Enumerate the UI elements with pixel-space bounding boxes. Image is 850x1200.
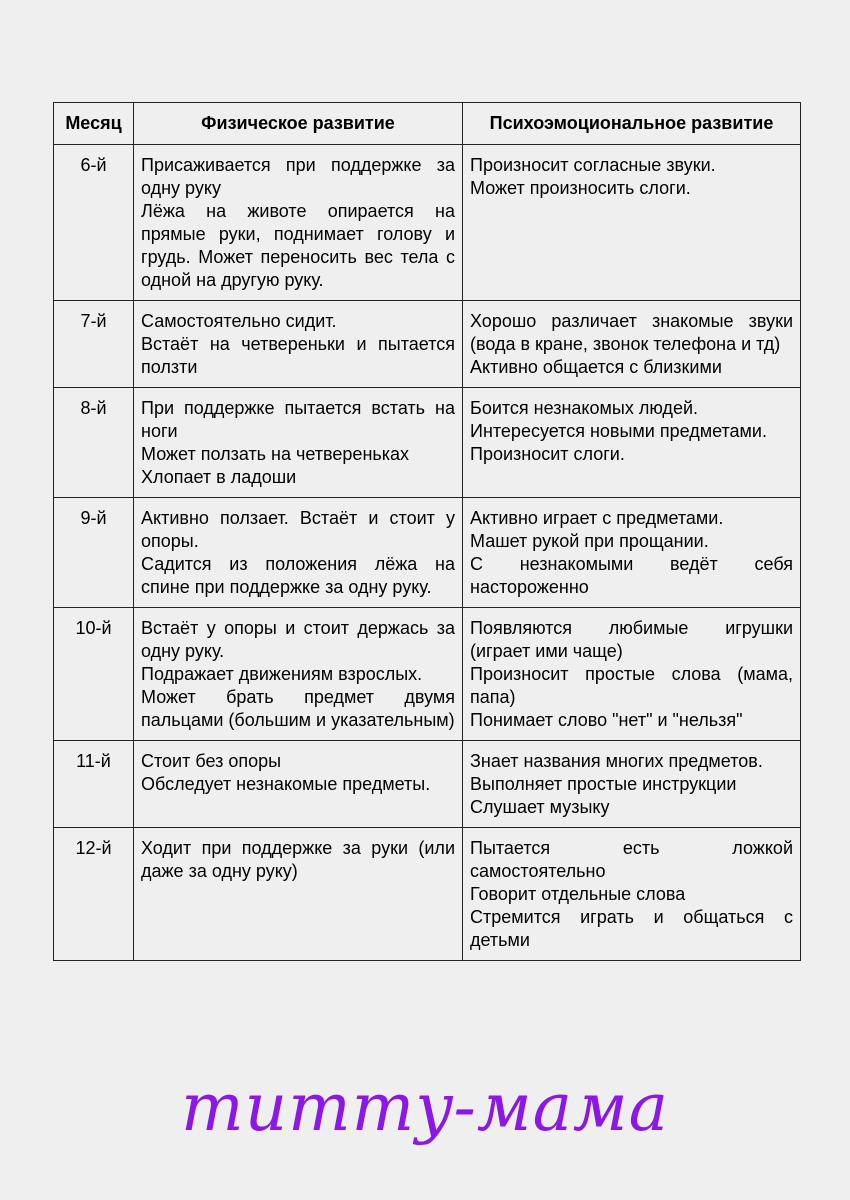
development-table — [53, 102, 801, 961]
month-cell: 9-й — [54, 498, 134, 608]
brand-logo-text: mummy-мама — [181, 1069, 669, 1146]
psycho-item: Машет рукой при прощании. — [470, 531, 709, 551]
psycho-cell — [463, 828, 801, 961]
psycho-item: Появляются любимые игрушки (играет ими чаще) — [470, 618, 793, 661]
physical-cell — [134, 608, 463, 741]
physical-item: Подражает движениям взрослых. — [141, 664, 423, 684]
physical-item: Присаживается при поддержке за одну руку — [141, 155, 455, 198]
physical-item: Обследует незнакомые предметы. — [141, 774, 431, 794]
psycho-item: Произносит согласные звуки. — [470, 155, 716, 175]
psycho-item: Может произносить слоги. — [470, 178, 691, 198]
physical-cell — [134, 498, 463, 608]
physical-item: Стоит без опоры — [141, 751, 282, 771]
header-physical: Физическое развитие — [134, 103, 463, 145]
month-cell: 6-й — [54, 145, 134, 301]
physical-cell — [134, 145, 463, 301]
table-row — [54, 145, 801, 301]
physical-item: Ходит при поддержке за руки (или даже за одну руку) — [141, 838, 455, 881]
physical-item: При поддержке пытается встать на ноги — [141, 398, 455, 441]
table-row — [54, 828, 801, 961]
psycho-item: С незнакомыми ведёт себя настороженно — [470, 554, 793, 597]
physical-item: Может ползать на четвереньках — [141, 444, 410, 464]
psycho-cell — [463, 388, 801, 498]
psycho-item: Слушает музыку — [470, 797, 610, 817]
physical-item: Садится из положения лёжа на спине при поддержке за одну руку. — [141, 554, 455, 597]
psycho-item: Хорошо различает знакомые звуки (вода в кране, звонок телефона и тд) — [470, 311, 793, 354]
psycho-item: Говорит отдельные слова — [470, 884, 686, 904]
psycho-item: Произносит слоги. — [470, 444, 625, 464]
physical-item: Встаёт у опоры и стоит держась за одну руку. — [141, 618, 455, 661]
table-row — [54, 388, 801, 498]
psycho-item: Боится незнакомых людей. — [470, 398, 699, 418]
physical-cell — [134, 301, 463, 388]
physical-cell — [134, 828, 463, 961]
physical-cell — [134, 388, 463, 498]
physical-item: Активно ползает. Встаёт и стоит у опоры. — [141, 508, 455, 551]
psycho-item: Произносит простые слова (мама, папа) — [470, 664, 793, 707]
physical-item: Хлопает в ладоши — [141, 467, 297, 487]
month-cell: 11-й — [54, 741, 134, 828]
month-cell: 12-й — [54, 828, 134, 961]
psycho-item: Понимает слово "нет" и "нельзя" — [470, 710, 743, 730]
month-cell: 7-й — [54, 301, 134, 388]
psycho-cell — [463, 145, 801, 301]
table-row — [54, 608, 801, 741]
psycho-item: Стремится играть и общаться с детьми — [470, 907, 793, 950]
table-header-row — [54, 103, 801, 145]
psycho-item: Знает названия многих предметов. — [470, 751, 763, 771]
header-psycho: Психоэмоциональное развитие — [463, 103, 801, 145]
month-cell: 8-й — [54, 388, 134, 498]
table-row — [54, 301, 801, 388]
physical-item: Лёжа на животе опирается на прямые руки, поднимает голову и грудь. Может переносить вес тела с одной на другую руку. — [141, 201, 455, 290]
table-row — [54, 498, 801, 608]
psycho-item: Активно играет с предметами. — [470, 508, 724, 528]
physical-item: Самостоятельно сидит. — [141, 311, 337, 331]
psycho-cell — [463, 301, 801, 388]
month-cell: 10-й — [54, 608, 134, 741]
psycho-item: Пытается есть ложкой самостоятельно — [470, 838, 793, 881]
psycho-item: Интересуется новыми предметами. — [470, 421, 767, 441]
psycho-item: Активно общается с близкими — [470, 357, 722, 377]
psycho-cell — [463, 741, 801, 828]
table-row — [54, 741, 801, 828]
psycho-cell — [463, 608, 801, 741]
psycho-cell — [463, 498, 801, 608]
header-month: Месяц — [54, 103, 134, 145]
psycho-item: Выполняет простые инструкции — [470, 774, 737, 794]
physical-item: Встаёт на четвереньки и пытается ползти — [141, 334, 455, 377]
physical-cell — [134, 741, 463, 828]
physical-item: Может брать предмет двумя пальцами (большим и указательным) — [141, 687, 455, 730]
